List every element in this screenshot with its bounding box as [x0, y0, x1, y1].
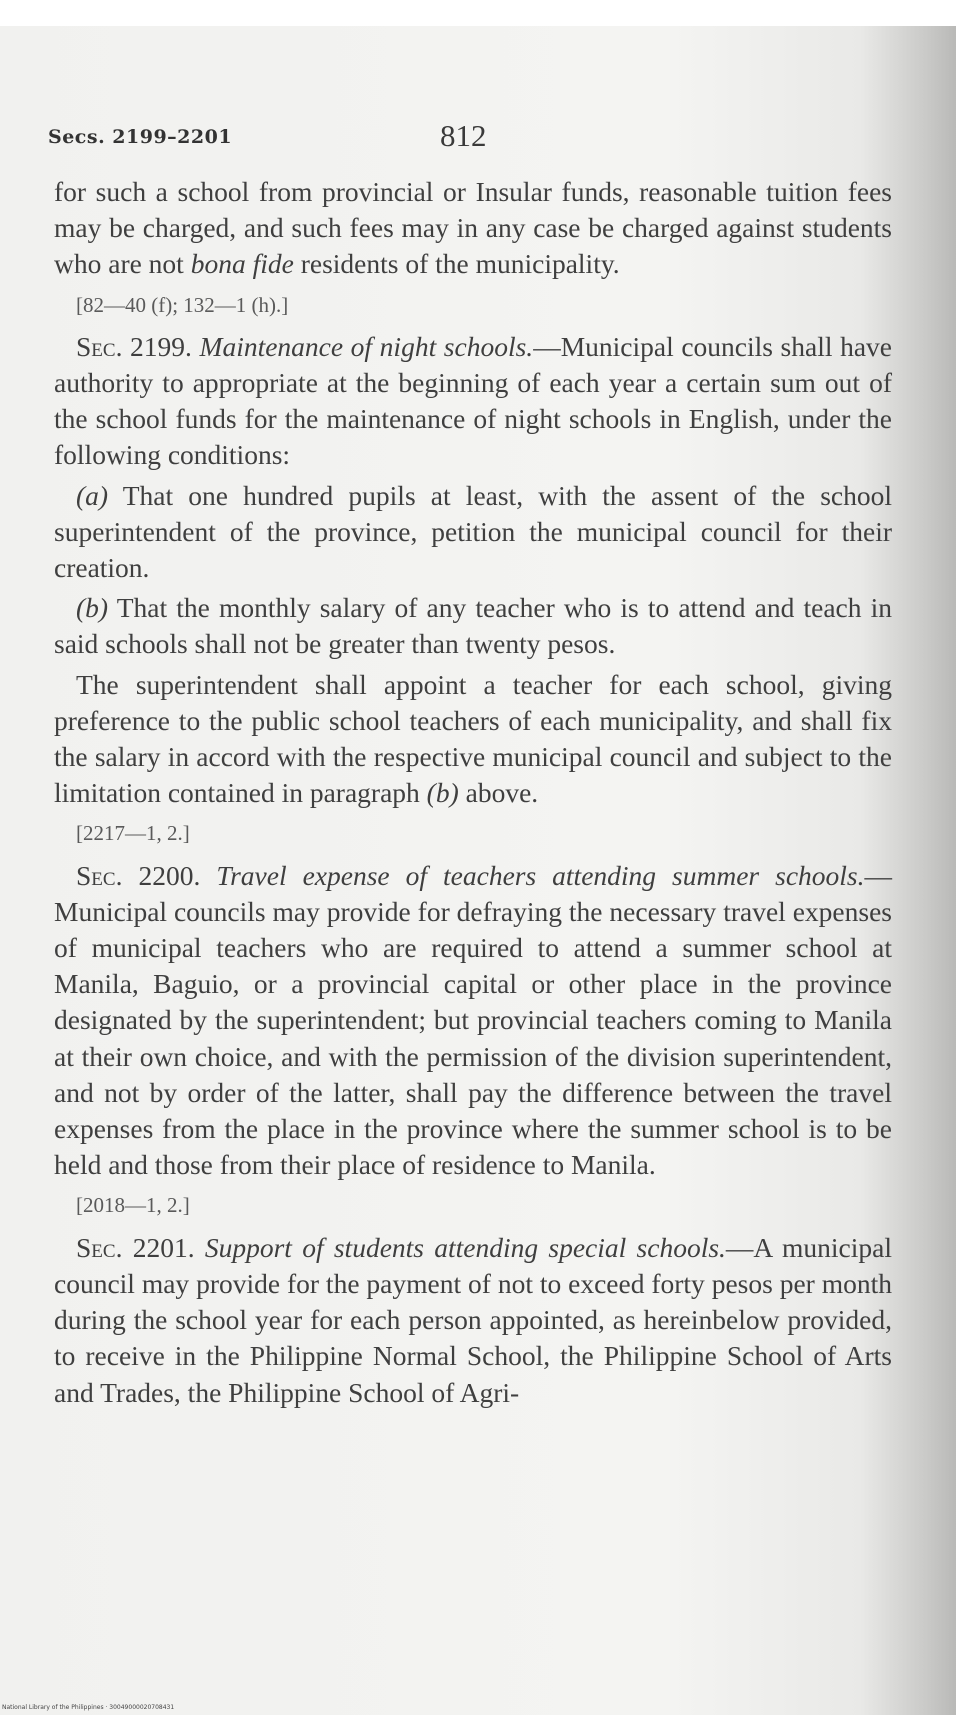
continuation-text: for such a school from provincial or Insular funds, reasonable tuition fees may be charged, and such fees may in any case be charged against students who are not [54, 176, 892, 280]
section-2201 [54, 1230, 892, 1411]
condition-marker: (a) [76, 479, 109, 511]
continuation-paragraph [54, 174, 892, 283]
citation-reference: [82—40 (f); 132—1 (h).] [76, 292, 289, 317]
section-text: —Municipal councils may provide for defraying the necessary travel expenses of municipal teachers who are required to attend a summer school at Manila, Baguio, or a provincial capital or other place in the province designated by the superintendent; but provincial teachers coming to Manila at their own choice, and with the permission of the division superintendent, and not by order of the latter, shall pay the difference between the travel expenses from the place in the province where the summer school is to be held and those from their place of residence to Manila. [54, 859, 892, 1181]
paragraph-italic: (b) [426, 777, 459, 809]
condition-b [54, 590, 892, 662]
section-title: Travel expense of teachers attending summer schools. [216, 859, 865, 891]
condition-a [54, 478, 892, 587]
section-label: Sec. 2201. [76, 1231, 195, 1263]
paragraph-text: The superintendent shall appoint a teacher for each school, giving preference to the public school teachers of each municipality, and shall fix the salary in accord with the respective municipal council and subject to the limitation contained in paragraph [54, 668, 892, 809]
page-number: 812 [440, 118, 487, 153]
section-range: Secs. 2199–2201 [48, 126, 233, 148]
section-2199 [54, 329, 892, 474]
condition-marker: (b) [76, 592, 109, 624]
page-header [0, 118, 956, 158]
superintendent-paragraph [54, 667, 892, 812]
condition-text: That one hundred pupils at least, with the assent of the school superintendent of the province, petition the municipal council for their creation. [54, 479, 892, 584]
section-title: Support of students attending special schools. [204, 1231, 726, 1263]
section-text: —Municipal councils shall have authority to appropriate at the beginning of each year a certain sum out of the school funds for the maintenance of night schools in English, under the following conditions: [54, 330, 893, 471]
page-body [54, 174, 892, 1415]
scanned-page [0, 26, 956, 1715]
section-title: Maintenance of night schools. [199, 330, 534, 362]
citation-reference: [2217—1, 2.] [76, 821, 190, 846]
section-text: —A municipal council may provide for the payment of not to exceed forty pesos per month during the school year for each person appointed, as hereinbelow provided, to receive in the Philippine Normal School, the Philippine School of Arts and Trades, the Philippine School of Agri- [54, 1231, 892, 1408]
condition-text: That the monthly salary of any teacher who is to attend and teach in said schools shall not be greater than twenty pesos. [54, 592, 892, 660]
section-label: Sec. 2199. [76, 330, 192, 362]
paragraph-text-end: above. [458, 777, 539, 809]
scan-credit: National Library of the Philippines · 30049000020708431 [2, 1704, 175, 1711]
section-label: Sec. 2200. [76, 859, 201, 891]
citation-reference: [2018—1, 2.] [76, 1193, 190, 1218]
section-2200 [54, 858, 892, 1184]
continuation-italic: bona fide [190, 248, 294, 280]
continuation-text-end: residents of the municipality. [293, 248, 620, 280]
